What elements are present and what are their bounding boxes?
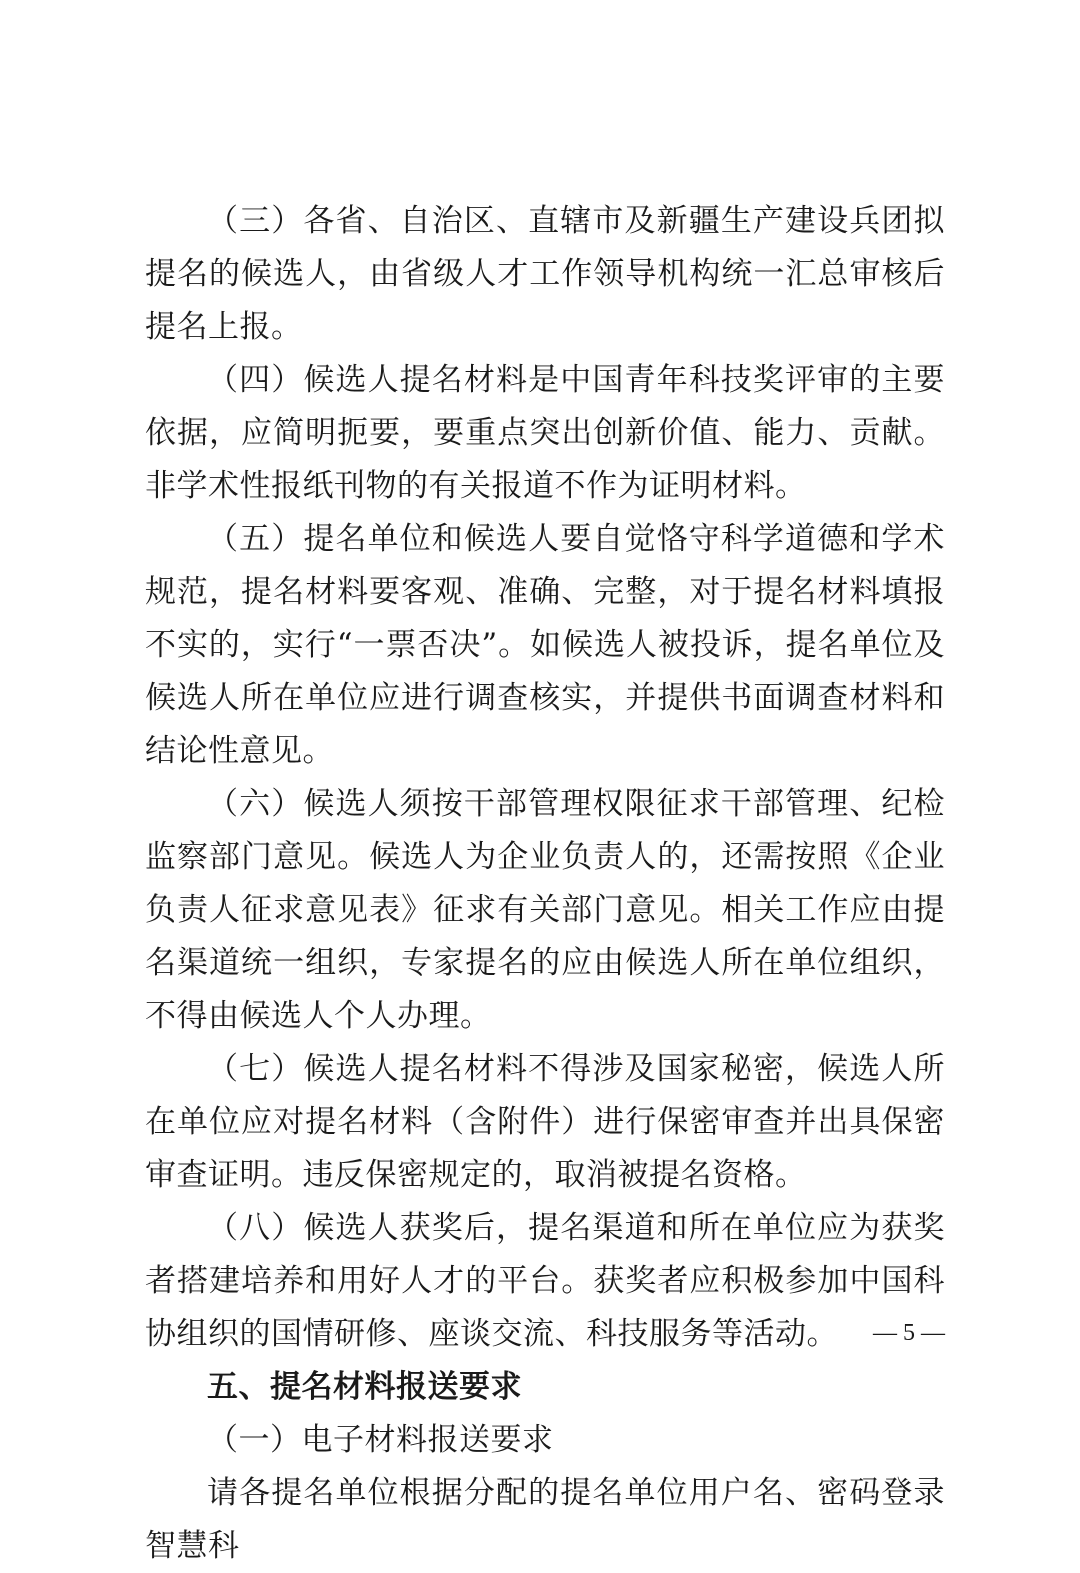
paragraph-3: （三）各省、自治区、直辖市及新疆生产建设兵团拟提名的候选人，由省级人才工作领导机构统一汇总审核后提名上报。: [145, 203, 945, 345]
section-heading: 五、提名材料报送要求: [207, 1369, 522, 1405]
page-number: — 5 —: [873, 1320, 945, 1346]
document-body: [145, 195, 945, 1573]
paragraph-6: （六）候选人须按干部管理权限征求干部管理、纪检监察部门意见。候选人为企业负责人的，还需按照《企业负责人征求意见表》征求有关部门意见。相关工作应由提名渠道统一组织，专家提名的应由候选人所在单位组织，不得由候选人个人办理。: [145, 786, 945, 1034]
paragraph-7: （七）候选人提名材料不得涉及国家秘密，候选人所在单位应对提名材料（含附件）进行保密审查并出具保密审查证明。违反保密规定的，取消被提名资格。: [145, 1051, 945, 1193]
paragraph-8: （八）候选人获奖后，提名渠道和所在单位应为获奖者搭建培养和用好人才的平台。获奖者应积极参加中国科协组织的国情研修、座谈交流、科技服务等活动。: [145, 1210, 945, 1352]
paragraph-5: （五）提名单位和候选人要自觉恪守科学道德和学术规范，提名材料要客观、准确、完整，对于提名材料填报不实的，实行“一票否决”。如候选人被投诉，提名单位及候选人所在单位应进行调查核实，并提供书面调查材料和结论性意见。: [145, 521, 945, 769]
final-paragraph: 请各提名单位根据分配的提名单位用户名、密码登录智慧科: [145, 1475, 945, 1564]
paragraph-4: （四）候选人提名材料是中国青年科技奖评审的主要依据，应简明扼要，要重点突出创新价值、能力、贡献。非学术性报纸刊物的有关报道不作为证明材料。: [145, 362, 945, 504]
subsection-heading: （一）电子材料报送要求: [207, 1422, 554, 1458]
